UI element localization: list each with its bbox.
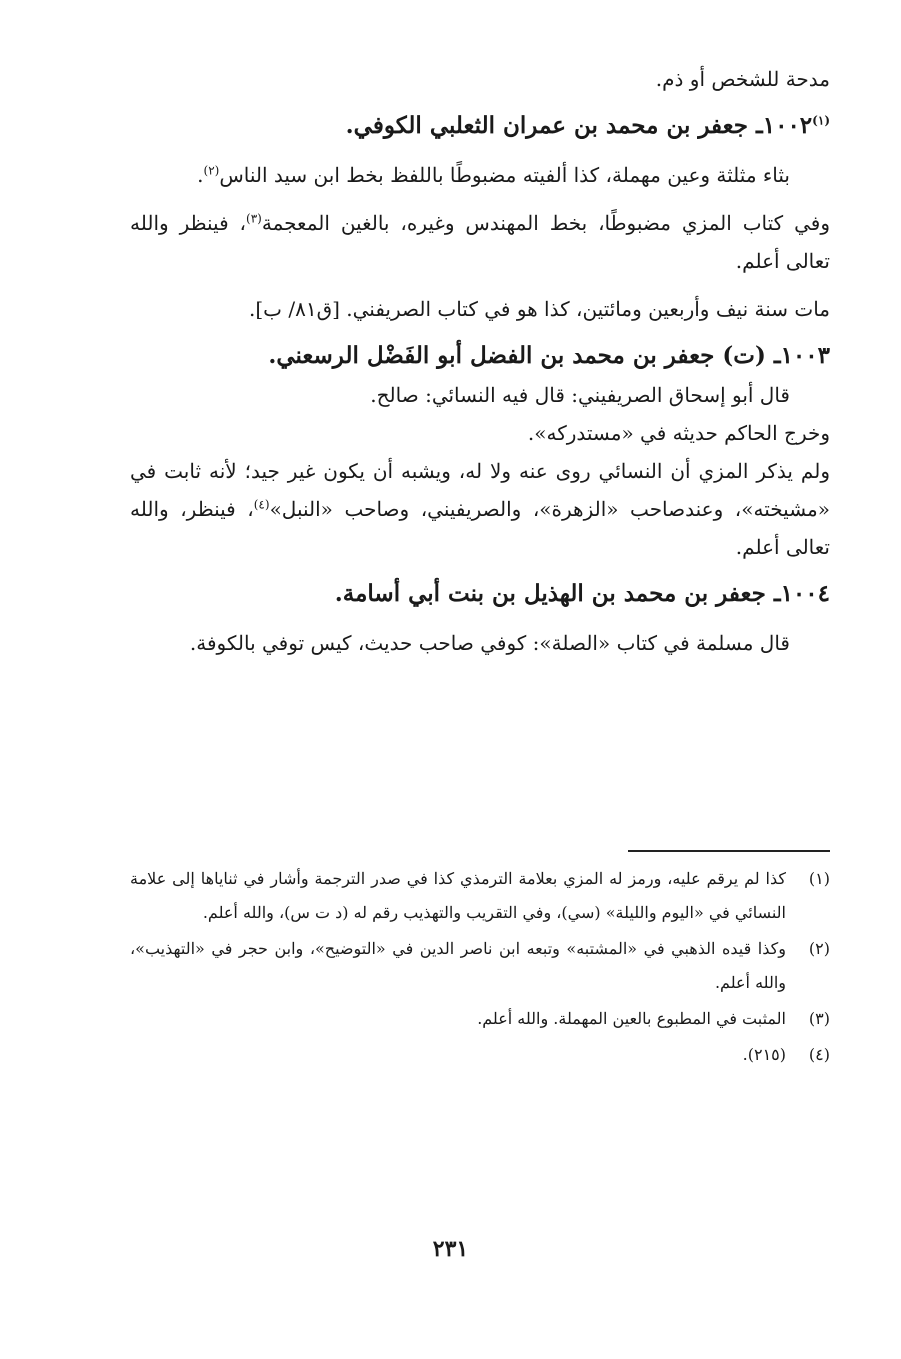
paragraph-text-end: ، فينظر، والله تعالى أعلم. bbox=[130, 497, 830, 559]
paragraph-text-end: ، فينظر والله تعالى أعلم. bbox=[130, 211, 830, 273]
paragraph bbox=[130, 204, 830, 280]
page-number: ٢٣١ bbox=[432, 1236, 469, 1262]
footnote-1 bbox=[130, 862, 830, 930]
footnote-text: (٢١٥). bbox=[742, 1045, 786, 1064]
footnote-ref: (٤) bbox=[253, 497, 270, 512]
paragraph bbox=[130, 156, 830, 194]
footnote-divider bbox=[628, 850, 830, 852]
paragraph: قال مسلمة في كتاب «الصلة»: كوفي صاحب حديث، كيس توفي بالكوفة. bbox=[189, 631, 790, 655]
entry-number: ١٠٠٢ bbox=[762, 112, 813, 139]
paragraph-text: بثاء مثلثة وعين مهملة، كذا ألفيته مضبوطًا باللفظ بخط ابن سيد الناس bbox=[219, 163, 790, 187]
paragraph: قال أبو إسحاق الصريفيني: قال فيه النسائي: صالح. bbox=[370, 383, 790, 407]
paragraph: مات سنة نيف وأربعين ومائتين، كذا هو في كتاب الصريفني. [ق٨١/ ب]. bbox=[249, 297, 830, 321]
entry-heading-1004 bbox=[130, 574, 830, 614]
footnote-ref: (٢) bbox=[203, 163, 220, 178]
footnotes bbox=[130, 862, 830, 1074]
footnote-number: (٢) bbox=[808, 939, 830, 958]
footnote-2 bbox=[130, 932, 830, 1000]
entry-heading-1002 bbox=[130, 106, 830, 146]
paragraph: وخرج الحاكم حديثه في «مستدركه». bbox=[527, 421, 830, 445]
entry-number: ١٠٠٤ bbox=[780, 580, 830, 607]
entry-title: ـ (ت) جعفر بن محمد بن الفضل أبو الفَضْل الرسعني. bbox=[268, 342, 781, 369]
footnote-text: المثبت في المطبوع بالعين المهملة. والله أعلم. bbox=[477, 1009, 786, 1028]
paragraph-text-end: . bbox=[197, 163, 204, 187]
entry-title: ـ جعفر بن محمد بن الهذيل بن بنت أبي أسامة. bbox=[334, 580, 781, 607]
footnote-4 bbox=[130, 1038, 830, 1072]
main-text bbox=[130, 60, 830, 662]
entry-title: ـ جعفر بن محمد بن عمران الثعلبي الكوفي. bbox=[345, 112, 763, 139]
paragraph-text: ولم يذكر المزي أن النسائي روى عنه ولا له، ويشبه أن يكون غير جيد؛ لأنه ثابت في «مشيخته»، وعندصاحب «الزهرة»، والصريفيني، وصاحب «النبل» bbox=[130, 459, 830, 521]
paragraph bbox=[130, 452, 830, 566]
footnote-3 bbox=[130, 1002, 830, 1036]
footnote-ref: (١) bbox=[812, 113, 830, 128]
footnote-text: كذا لم يرقم عليه، ورمز له المزي بعلامة الترمذي كذا في صدر الترجمة وأشار في ثناياها إلى علامة النسائي في «اليوم والليلة» (سي)، وفي التقريب والتهذيب رقم له (د ت س)، والله أعلم. bbox=[130, 869, 786, 922]
footnote-ref: (٣) bbox=[246, 211, 262, 226]
paragraph-text: وفي كتاب المزي مضبوطًا، بخط المهندس وغيره، بالغين المعجمة bbox=[261, 211, 830, 235]
paragraph-continuation: مدحة للشخص أو ذم. bbox=[655, 67, 830, 91]
footnote-number: (٤) bbox=[808, 1045, 830, 1064]
footnote-number: (٣) bbox=[808, 1009, 830, 1028]
footnote-text: وكذا قيده الذهبي في «المشتبه» وتبعه ابن ناصر الدين في «التوضيح»، وابن حجر في «التهذيب»، والله أعلم. bbox=[130, 939, 786, 992]
entry-number: ١٠٠٣ bbox=[780, 342, 830, 369]
footnote-number: (١) bbox=[808, 869, 830, 888]
entry-heading-1003 bbox=[130, 336, 830, 376]
